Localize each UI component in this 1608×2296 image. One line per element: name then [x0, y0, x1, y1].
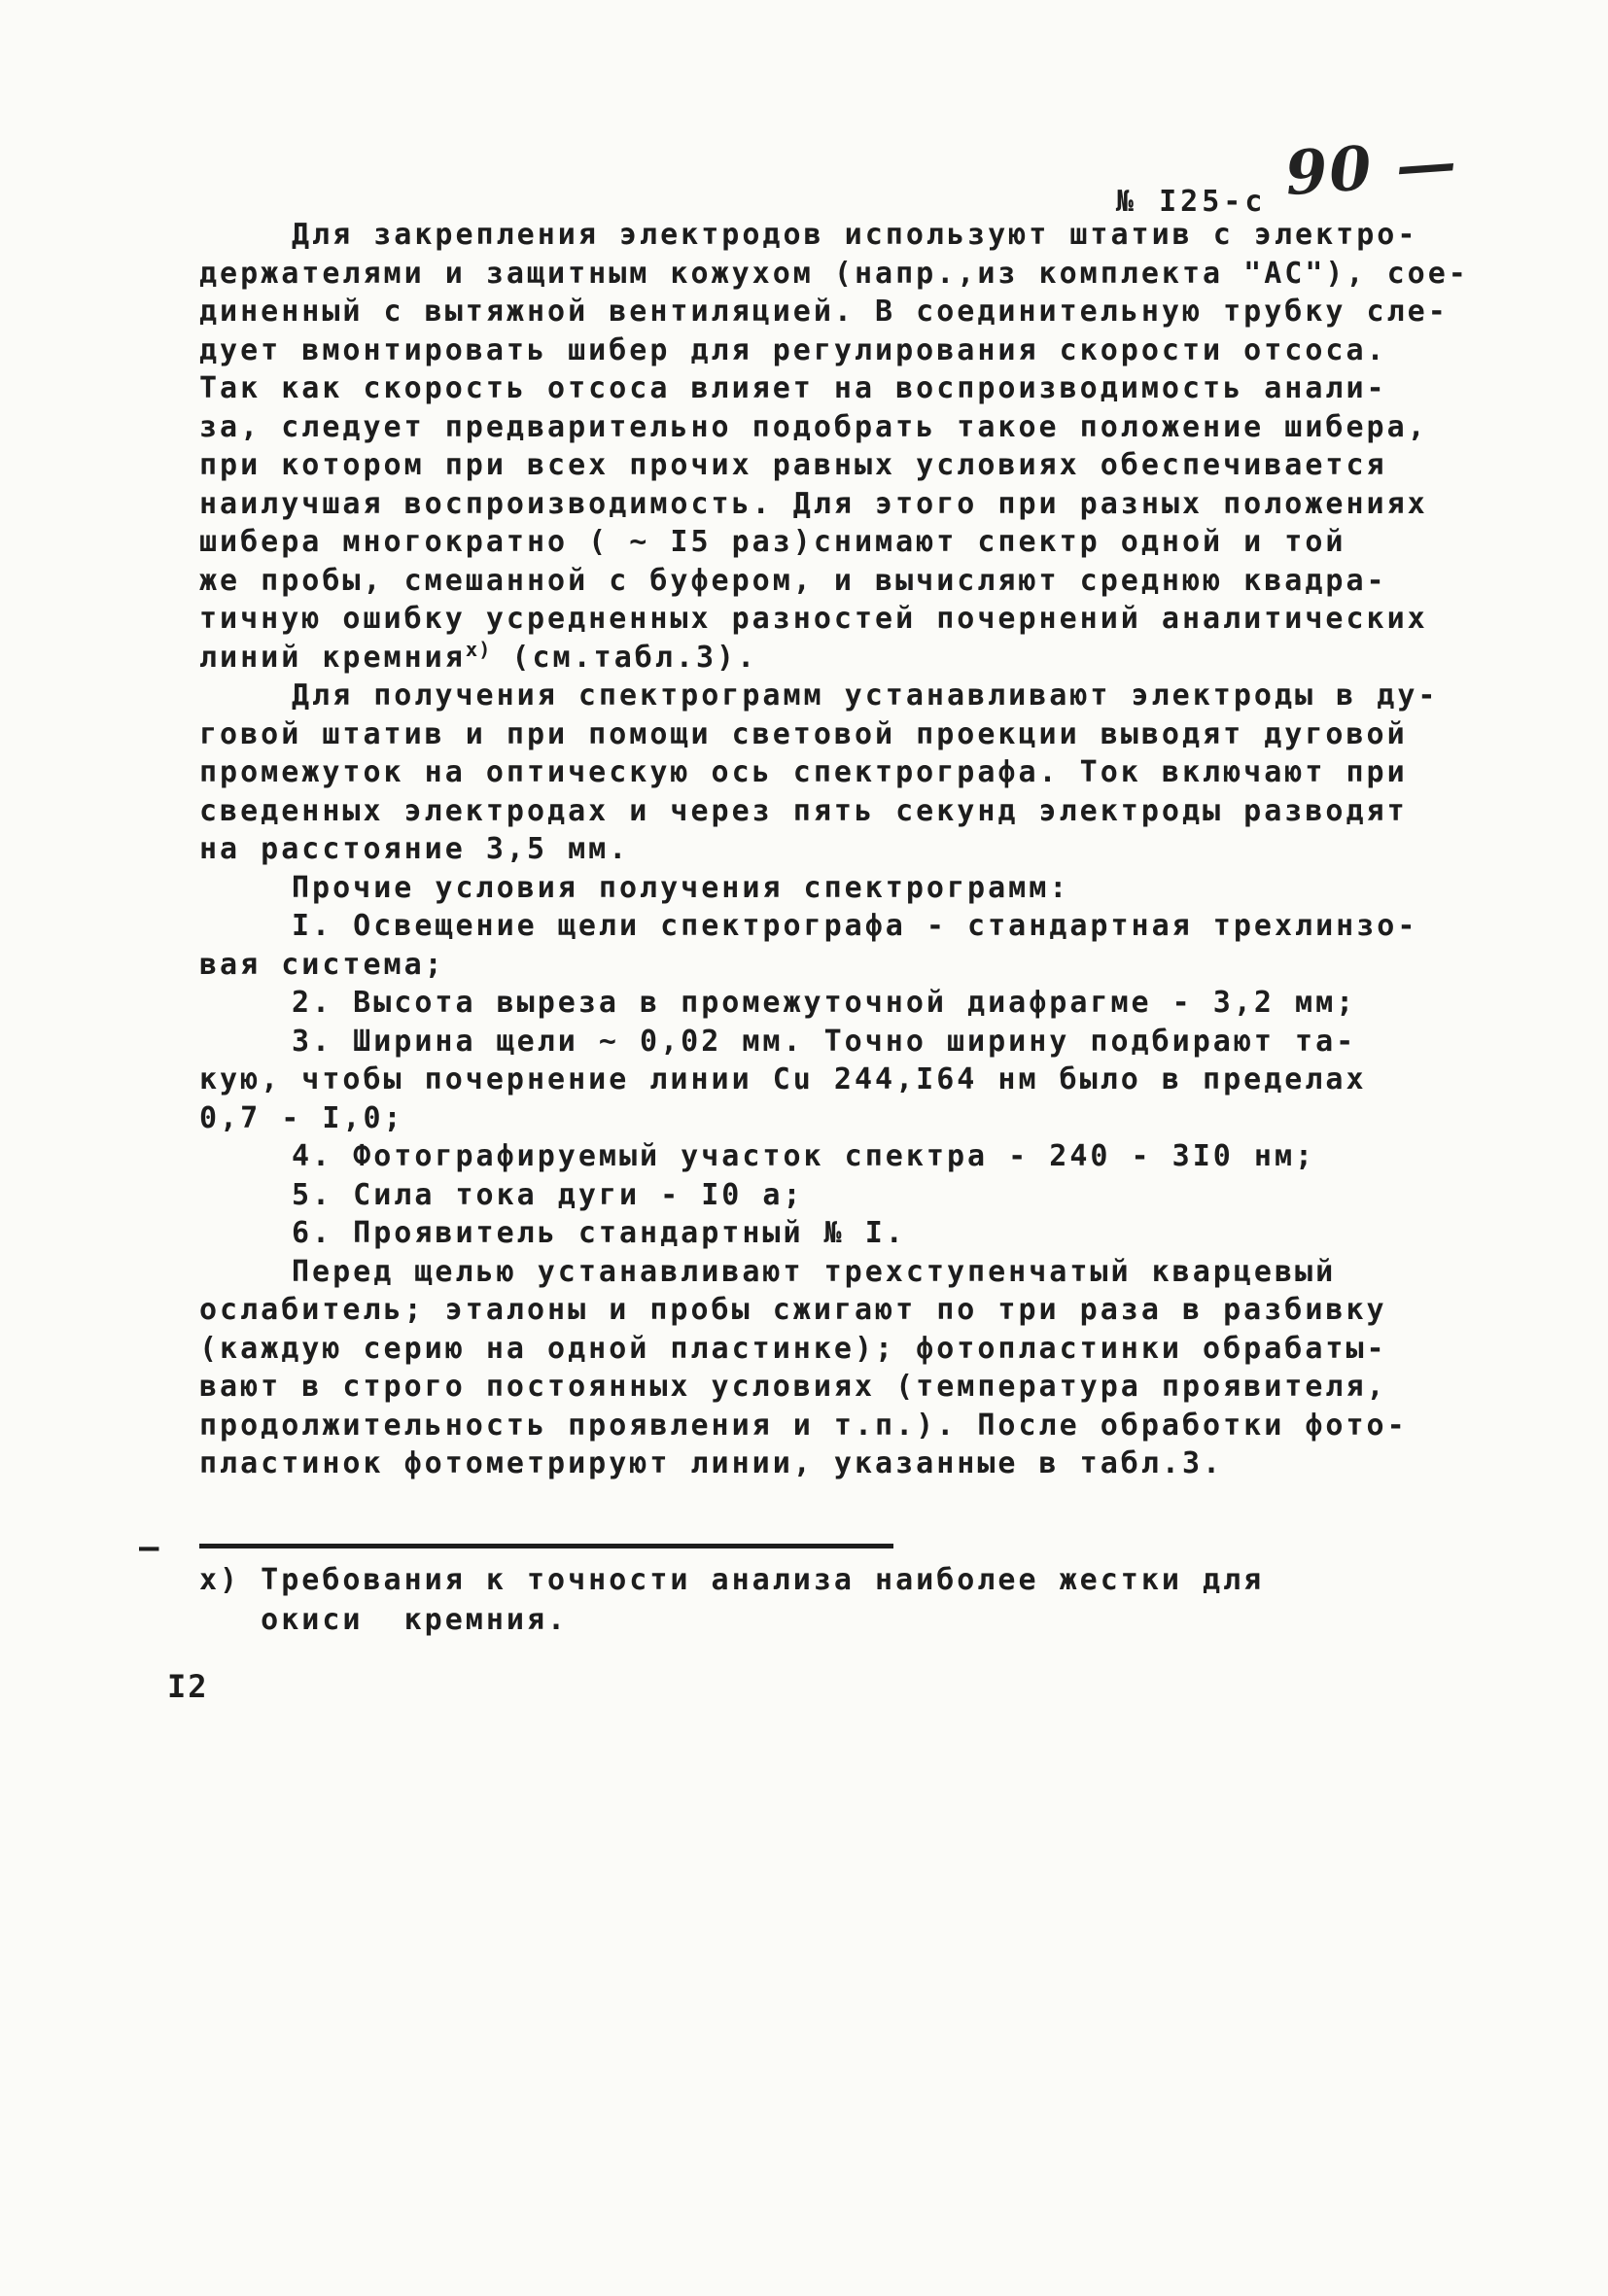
- text-line: пластинок фотометрируют линии, указанные в табл.3.: [199, 1446, 1224, 1480]
- text-line: за, следует предварительно подобрать такое положение шибера,: [199, 409, 1428, 444]
- text-line: наилучшая воспроизводимость. Для этого при разных положениях: [199, 486, 1428, 521]
- text-line: 0,7 - I,0;: [199, 1100, 404, 1135]
- document-number: № I25-с: [1116, 185, 1267, 219]
- pen-dash-mark: –: [139, 1528, 162, 1567]
- text-line: 5. Сила тока дуги - I0 а;: [292, 1177, 804, 1212]
- document-body: [199, 216, 1551, 1483]
- paragraph-1: [199, 216, 1551, 639]
- text-line: I. Освещение щели спектрографа - стандартная трехлинзо-: [292, 909, 1418, 943]
- text-line: 2. Высота выреза в промежуточной диафрагме - 3,2 мм;: [292, 986, 1357, 1020]
- text-line: Так как скорость отсоса влияет на воспроизводимость анали-: [199, 371, 1387, 405]
- text-line: 4. Фотографируемый участок спектра - 240 - 3I0 нм;: [292, 1139, 1316, 1173]
- footnote-separator-rule: [199, 1544, 893, 1548]
- page-number: I2: [167, 1668, 209, 1705]
- list-item-6: [199, 1214, 1551, 1253]
- list-item-4: [199, 1137, 1551, 1176]
- text-line: же пробы, смешанной с буфером, и вычисляют среднюю квадра-: [199, 563, 1387, 598]
- list-item-3: [199, 1023, 1551, 1138]
- text-line: дует вмонтировать шибер для регулирования скорости отсоса.: [199, 332, 1387, 367]
- text-line: шибера многократно ( ~ I5 раз)снимают спектр одной и той: [199, 525, 1346, 559]
- text-line: окиси кремния.: [199, 1603, 569, 1637]
- text-line: тичную ошибку усредненных разностей почернений аналитических: [199, 602, 1428, 636]
- text-line: на расстояние 3,5 мм.: [199, 832, 630, 866]
- list-item-5: [199, 1176, 1551, 1215]
- paragraph-4: [199, 1253, 1551, 1483]
- text-line: диненный с вытяжной вентиляцией. В соединительную трубку сле-: [199, 295, 1449, 329]
- footnote: [139, 1528, 1265, 1640]
- paragraph-2: [199, 677, 1551, 869]
- text-line: кую, чтобы почернение линии Cu 244,I64 нм было в пределах: [199, 1062, 1367, 1096]
- text-line: продолжительность проявления и т.п.). После обработки фото-: [199, 1408, 1408, 1443]
- text-line: вая система;: [199, 947, 445, 982]
- paragraph-1-end: линий кремния: [199, 640, 466, 675]
- text-line: Для получения спектрограмм устанавливают электроды в ду-: [292, 678, 1439, 713]
- text-line: (каждую серию на одной пластинке); фотопластинки обрабаты-: [199, 1331, 1387, 1366]
- text-line: Для закрепления электродов используют штатив с электро-: [292, 218, 1418, 252]
- text-line: х) Требования к точности анализа наиболее жестки для: [199, 1563, 1265, 1597]
- paragraph-3: [199, 869, 1551, 908]
- paragraph-1-tail: (см.табл.3).: [491, 640, 758, 675]
- text-line: сведенных электродах и через пять секунд электроды разводят: [199, 793, 1408, 828]
- text-line: 3. Ширина щели ~ 0,02 мм. Точно ширину подбирают та-: [292, 1024, 1357, 1059]
- text-line: промежуток на оптическую ось спектрографа. Ток включают при: [199, 755, 1408, 789]
- text-line: Прочие условия получения спектрограмм:: [292, 870, 1070, 905]
- text-line: ослабитель; эталоны и пробы сжигают по три раза в разбивку: [199, 1293, 1387, 1327]
- handwritten-mark: 90 —: [1282, 125, 1461, 210]
- list-item-2: [199, 984, 1551, 1023]
- text-line: 6. Проявитель стандартный № I.: [292, 1216, 906, 1250]
- text-line: [199, 639, 1551, 678]
- text-line: говой штатив и при помощи световой проекции выводят дуговой: [199, 716, 1408, 751]
- text-line: вают в строго постоянных условиях (температура проявителя,: [199, 1370, 1387, 1404]
- footnote-reference: х): [465, 637, 492, 661]
- footnote-text: [199, 1560, 1264, 1640]
- text-line: держателями и защитным кожухом (напр.,из комплекта "АС"), сое-: [199, 256, 1469, 291]
- text-line: при котором при всех прочих равных условиях обеспечивается: [199, 448, 1387, 482]
- text-line: Перед щелью устанавливают трехступенчатый кварцевый: [292, 1254, 1337, 1289]
- list-item-1: [199, 907, 1551, 984]
